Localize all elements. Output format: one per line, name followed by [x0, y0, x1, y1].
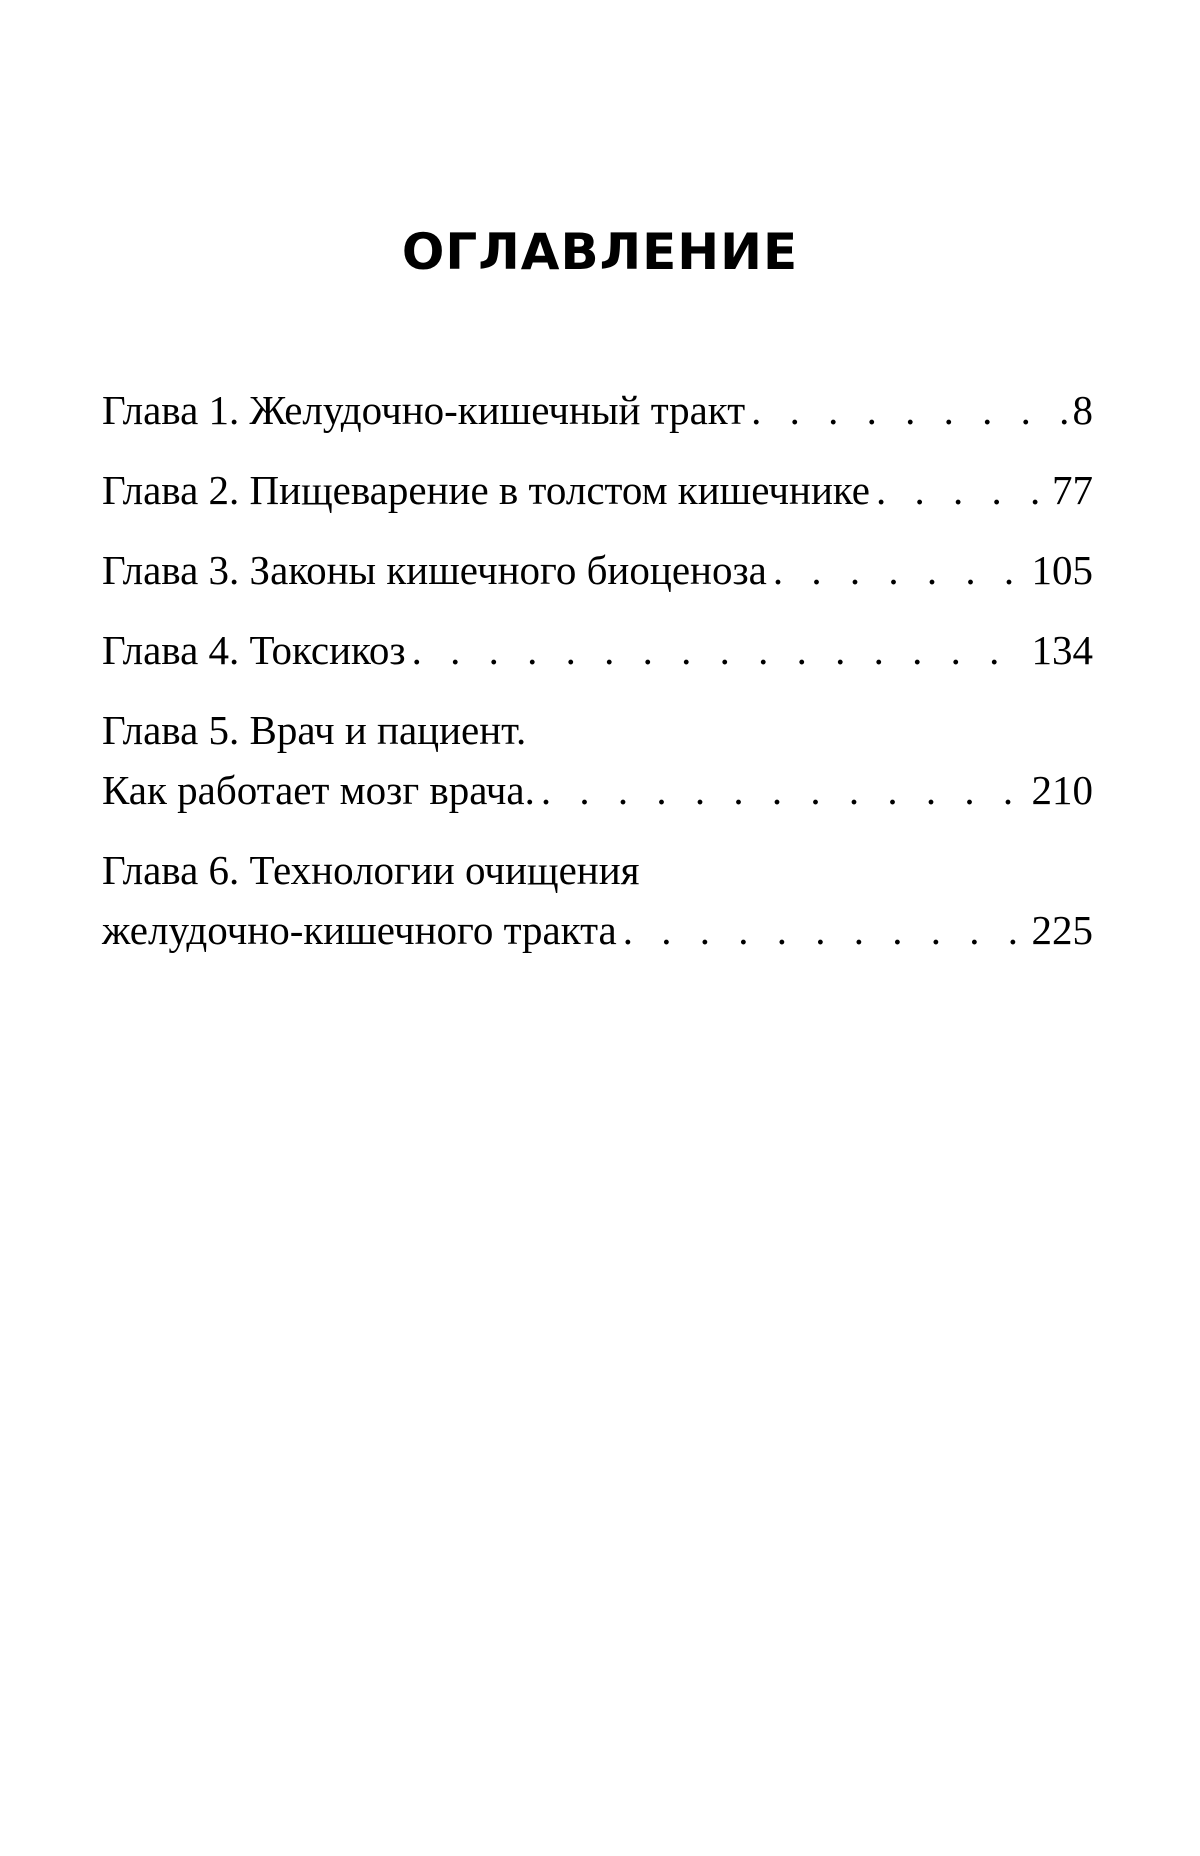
dot-leader	[876, 460, 1046, 520]
toc-entry-title-line-1: Глава 6. Технологии очищения	[102, 847, 640, 893]
toc-entry-chapter-1[interactable]	[102, 380, 1093, 440]
dot-leader	[541, 760, 1026, 820]
dot-leader	[773, 540, 1026, 600]
table-of-contents	[102, 380, 1093, 980]
toc-entry-title-line-2: Как работает мозг врача.	[102, 767, 535, 813]
toc-entry-title-line-2: желудочно-кишечного тракта	[102, 907, 617, 953]
toc-entry-chapter-3[interactable]	[102, 540, 1093, 600]
toc-entry-chapter-2[interactable]	[102, 460, 1093, 520]
toc-entry-chapter-5[interactable]	[102, 700, 1093, 820]
dot-leader	[623, 900, 1026, 960]
toc-entry-title: Глава 2. Пищеварение в толстом кишечнике	[102, 467, 871, 513]
toc-page-number: 105	[1031, 547, 1093, 593]
toc-entry-title: Глава 3. Законы кишечного биоценоза	[102, 547, 767, 593]
toc-entry-title: Глава 1. Желудочно-кишечный тракт	[102, 387, 746, 433]
dot-leader	[751, 380, 1066, 440]
toc-page-number: 210	[1031, 767, 1093, 813]
page-title: ОГЛАВЛЕНИЕ	[401, 223, 799, 281]
toc-page-number: 77	[1052, 467, 1093, 513]
dot-leader	[412, 620, 1026, 680]
toc-entry-chapter-4[interactable]	[102, 620, 1093, 680]
toc-entry-chapter-6[interactable]	[102, 840, 1093, 960]
toc-page-number: 8	[1072, 387, 1093, 433]
toc-entry-title: Глава 4. Токсикоз	[102, 627, 406, 673]
toc-page-number: 134	[1031, 627, 1093, 673]
toc-page-number: 225	[1031, 907, 1093, 953]
toc-entry-title-line-1: Глава 5. Врач и пациент.	[102, 707, 527, 753]
